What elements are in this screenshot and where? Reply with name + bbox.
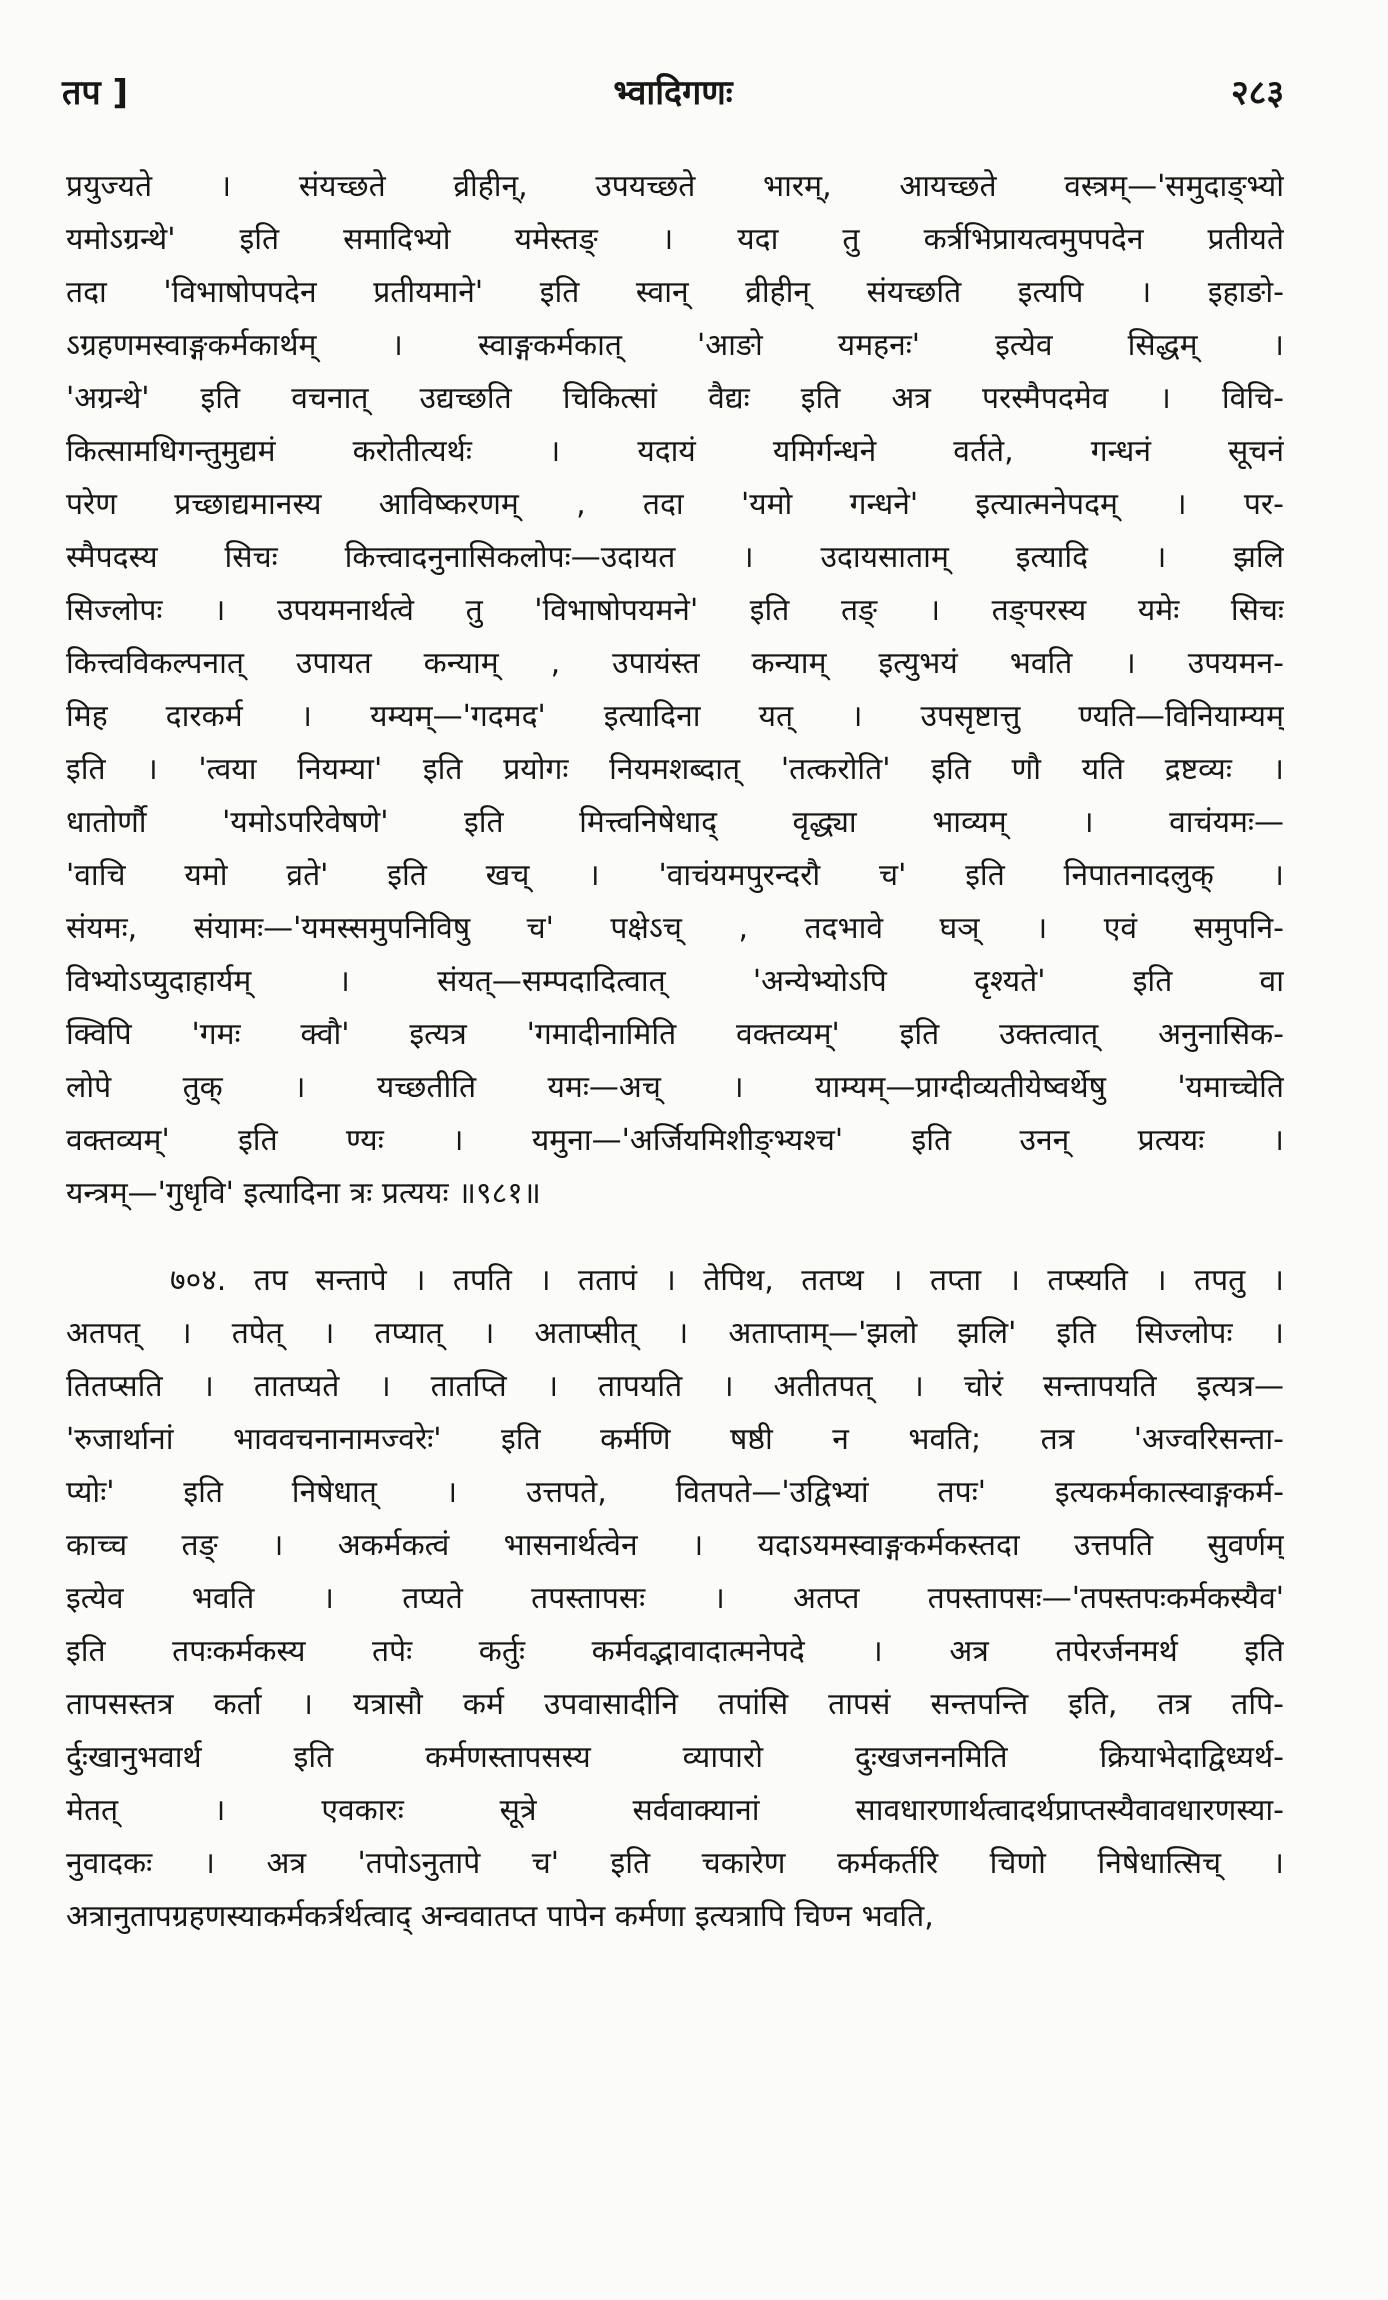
paragraph-2 [66, 1254, 1284, 1943]
text-line: इत्येव भवति । तप्यते तपस्तापसः । अतप्त तपस्तापसः—'तपस्तपःकर्मकस्यैव' [66, 1581, 1284, 1616]
text-line: संयमः, संयामः—'यमस्समुपनिविषु च' पक्षेऽच् , तदभावे घञ् । एवं समुपनि- [66, 911, 1284, 946]
text-line: ऽग्रहणमस्वाङ्गकर्मकार्थम् । स्वाङ्गकर्मकात् 'आङो यमहनः' इत्येव सिद्धम् । [66, 328, 1284, 363]
page-number: २८३ [1230, 73, 1284, 113]
text-line: प्योः' इति निषेधात् । उत्तपते, वितपते—'उद्विभ्यां तपः' इत्यकर्मकात्स्वाङ्गकर्म- [66, 1475, 1284, 1510]
text-line: स्मैपदस्य सिचः कित्त्वादनुनासिकलोपः—उदायत । उदायसाताम् इत्यादि । झलि [66, 540, 1284, 575]
text-line: लोपे तुक् । यच्छतीति यमः—अच् । याम्यम्—प्राग्दीव्यतीयेष्वर्थेषु 'यमाच्चेति [66, 1070, 1284, 1105]
text-line: कित्त्वविकल्पनात् उपायत कन्याम् , उपायंस्त कन्याम् इत्युभयं भवति । उपयमन- [66, 646, 1284, 681]
text-line: कित्सामधिगन्तुमुद्यमं करोतीत्यर्थः । यदायं यमिर्गन्धने वर्तते, गन्धनं सूचनं [66, 434, 1284, 469]
text-line: इति । 'त्वया नियम्या' इति प्रयोगः नियमशब्दात् 'तत्करोति' इति णौ यति द्रष्टव्यः । [66, 752, 1284, 787]
text-line: इति तपःकर्मकस्य तपेः कर्तुः कर्मवद्भावादात्मनेपदे । अत्र तपेरर्जनमर्थ इति [66, 1634, 1284, 1669]
text-line: 'अग्रन्थे' इति वचनात् उद्यच्छति चिकित्सां वैद्यः इति अत्र परस्मैपदमेव । विचि- [66, 381, 1284, 416]
header-left-text: तप ] [62, 73, 129, 113]
text-line: तदा 'विभाषोपपदेन प्रतीयमाने' इति स्वान् व्रीहीन् संयच्छति इत्यपि । इहाङो- [66, 275, 1284, 310]
text-line: अतपत् । तपेत् । तप्यात् । अताप्सीत् । अताप्ताम्—'झलो झलि' इति सिज्लोपः । [66, 1316, 1284, 1351]
text-line: यन्त्रम्—'गुधृवि' इत्यादिना त्रः प्रत्ययः ॥९८१॥ [66, 1176, 541, 1211]
text-line: काच्च तङ् । अकर्मकत्वं भासनार्थत्वेन । यदाऽयमस्वाङ्गकर्मकस्तदा उत्तपति सुवर्णम् [66, 1528, 1284, 1563]
text-line: प्रयुज्यते । संयच्छते व्रीहीन्, उपयच्छते भारम्, आयच्छते वस्त्रम्—'समुदाङ्भ्यो [66, 169, 1284, 204]
paragraph-1 [66, 160, 1284, 1220]
text-line: अत्रानुतापग्रहणस्याकर्मकर्त्रर्थत्वाद् अन्ववातप्त पापेन कर्मणा इत्यत्रापि चिण्न भवति, [66, 1899, 934, 1934]
text-line: यमोऽग्रन्थे' इति समादिभ्यो यमेस्तङ् । यदा तु कर्त्रभिप्रायत्वमुपपदेन प्रतीयते [66, 222, 1284, 257]
paragraph-gap [66, 1220, 1284, 1254]
text-line: वक्तव्यम्' इति ण्यः । यमुना—'अर्जियमिशीङ्भ्यश्च' इति उनन् प्रत्ययः । [66, 1123, 1284, 1158]
header-section-title: भ्वादिगणः [613, 73, 733, 113]
text-line: 'वाचि यमो व्रते' इति खच् । 'वाचंयमपुरन्दरौ च' इति निपातनादलुक् । [66, 858, 1284, 893]
text-line: धातोर्णौ 'यमोऽपरिवेषणे' इति मित्त्वनिषेधाद् वृद्ध्या भाव्यम् । वाचंयमः— [66, 805, 1284, 840]
text-line: ७०४. तप सन्तापे । तपति । ततापं । तेपिथ, ततप्थ । तप्ता । तप्स्यति । तपतु । [170, 1263, 1284, 1298]
text-line: परेण प्रच्छाद्यमानस्य आविष्करणम् , तदा 'यमो गन्धने' इत्यात्मनेपदम् । पर- [66, 487, 1284, 522]
text-line: नुवादकः । अत्र 'तपोऽनुतापे च' इति चकारेण कर्मकर्तरि चिणो निषेधात्सिच् । [66, 1846, 1284, 1881]
text-line: तापसस्तत्र कर्ता । यत्रासौ कर्म उपवासादीनि तपांसि तापसं सन्तपन्ति इति, तत्र तपि- [66, 1687, 1284, 1722]
text-line: मेतत् । एवकारः सूत्रे सर्ववाक्यानां सावधारणार्थत्वादर्थप्राप्तस्यैवावधारणस्या- [66, 1793, 1284, 1828]
text-line: विभ्योऽप्युदाहार्यम् । संयत्—सम्पदादित्वात् 'अन्येभ्योऽपि दृश्यते' इति वा [66, 964, 1284, 999]
body-text [66, 160, 1284, 1943]
text-line: मिह दारकर्म । यम्यम्—'गदमद' इत्यादिना यत् । उपसृष्टात्तु ण्यति—विनियाम्यम् [66, 699, 1284, 734]
running-header [62, 68, 1284, 118]
text-line: तितप्सति । तातप्यते । तातप्ति । तापयति । अतीतपत् । चोरं सन्तापयति इत्यत्र— [66, 1369, 1284, 1404]
text-line: सिज्लोपः । उपयमनार्थत्वे तु 'विभाषोपयमने' इति तङ् । तङ्परस्य यमेः सिचः [66, 593, 1284, 628]
text-line: क्विपि 'गमः क्वौ' इत्यत्र 'गमादीनामिति वक्तव्यम्' इति उक्तत्वात् अनुनासिक- [66, 1017, 1284, 1052]
text-line: 'रुजार्थानां भाववचनानामज्वरेः' इति कर्मणि षष्ठी न भवति; तत्र 'अज्वरिसन्ता- [66, 1422, 1284, 1457]
text-line: र्दुःखानुभवार्थ इति कर्मणस्तापसस्य व्यापारो दुःखजननमिति क्रियाभेदाद्विध्यर्थ- [66, 1740, 1284, 1775]
